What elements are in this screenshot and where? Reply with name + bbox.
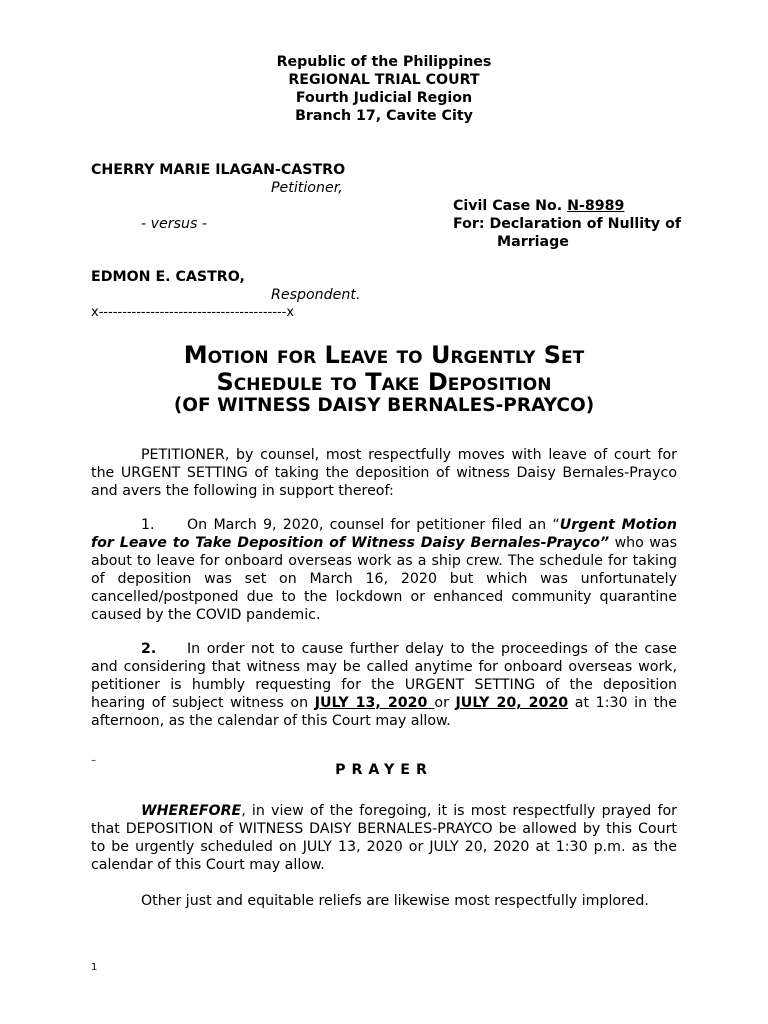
paragraph-2-or: or xyxy=(434,695,456,711)
paragraph-1-number: 1. xyxy=(141,517,155,533)
paragraph-2-text-b: at 1:30 in the afternoon, as the calendar of this Court may allow. xyxy=(91,695,678,729)
petitioner-role: Petitioner, xyxy=(271,180,343,196)
paragraph-1-emphasis: Urgent Motion for Leave to Take Deposition of Witness Daisy Bernales-Prayco” xyxy=(91,517,677,551)
case-nature-cont: Marriage xyxy=(497,234,569,250)
prayer-text: , in view of the foregoing, it is most respectfully prayed for that DEPOSITION of WITNESS DAISY BERNALES-PRAYCO be allowed by this Court to be urgently scheduled on JULY 13, 2020 or JULY 20, 2020 at 1:30 p.m. as the calendar of this Court may allow. xyxy=(91,803,677,873)
intro-text: PETITIONER, by counsel, most respectfully moves with leave of court for the URGENT SETTING of taking the deposition of witness Daisy Bernales-Prayco and avers the following in support thereof: xyxy=(91,447,677,499)
stray-dash: – xyxy=(91,755,96,766)
paragraph-1-text-b: who was about to leave for onboard overseas work as a ship crew. The schedule for taking of deposition was set on March 16, 2020 but which was unfortunately cancelled/postponed due to the lockdown or enhanced community quarantine caused by the COVID pandemic. xyxy=(91,535,677,623)
motion-title-line1: Motion for Leave to Urgently Set xyxy=(183,341,585,369)
motion-title-line2: Schedule to Take Deposition xyxy=(216,368,552,396)
prayer-paragraph xyxy=(91,802,677,874)
versus-label: - versus - xyxy=(141,216,207,232)
paragraph-1 xyxy=(91,516,677,624)
case-nature: For: Declaration of Nullity of xyxy=(453,216,682,232)
header-branch: Branch 17, Cavite City xyxy=(295,108,473,124)
prayer-wherefore: WHEREFORE xyxy=(141,803,242,819)
petitioner-name: CHERRY MARIE ILAGAN-CASTRO xyxy=(91,162,346,178)
court-header xyxy=(0,53,768,125)
paragraph-2-date1: JULY 13, 2020 xyxy=(314,695,435,711)
paragraph-2 xyxy=(91,640,677,730)
paragraph-1-text-a: On March 9, 2020, counsel for petitioner filed an “ xyxy=(187,517,560,533)
paragraph-2-text-a: In order not to cause further delay to the proceedings of the case and considering that witness may be called anytime for onboard overseas work, petitioner is humbly requesting for the URGENT SETTING of the deposition hearing of subject witness on xyxy=(91,641,677,711)
header-court: REGIONAL TRIAL COURT xyxy=(288,72,480,88)
prayer-heading: PRAYER xyxy=(335,762,433,778)
case-number-label: Civil Case No. xyxy=(453,198,568,214)
intro-paragraph xyxy=(91,446,677,500)
paragraph-2-date2: JULY 20, 2020 xyxy=(455,695,569,711)
page-number: 1 xyxy=(91,962,98,973)
caption-separator: x----------------------------------------x xyxy=(91,305,295,320)
case-number: N-8989 xyxy=(567,198,625,214)
header-republic: Republic of the Philippines xyxy=(276,54,492,70)
respondent-name: EDMON E. CASTRO, xyxy=(91,269,245,285)
other-reliefs-paragraph xyxy=(91,892,677,910)
paragraph-2-number: 2. xyxy=(141,641,157,657)
case-number-line xyxy=(453,197,624,215)
motion-title-line3: (OF WITNESS DAISY BERNALES-PRAYCO) xyxy=(173,395,595,416)
respondent-role: Respondent. xyxy=(271,287,361,303)
other-reliefs-text: Other just and equitable reliefs are likewise most respectfully implored. xyxy=(141,893,649,909)
header-region: Fourth Judicial Region xyxy=(295,90,473,106)
